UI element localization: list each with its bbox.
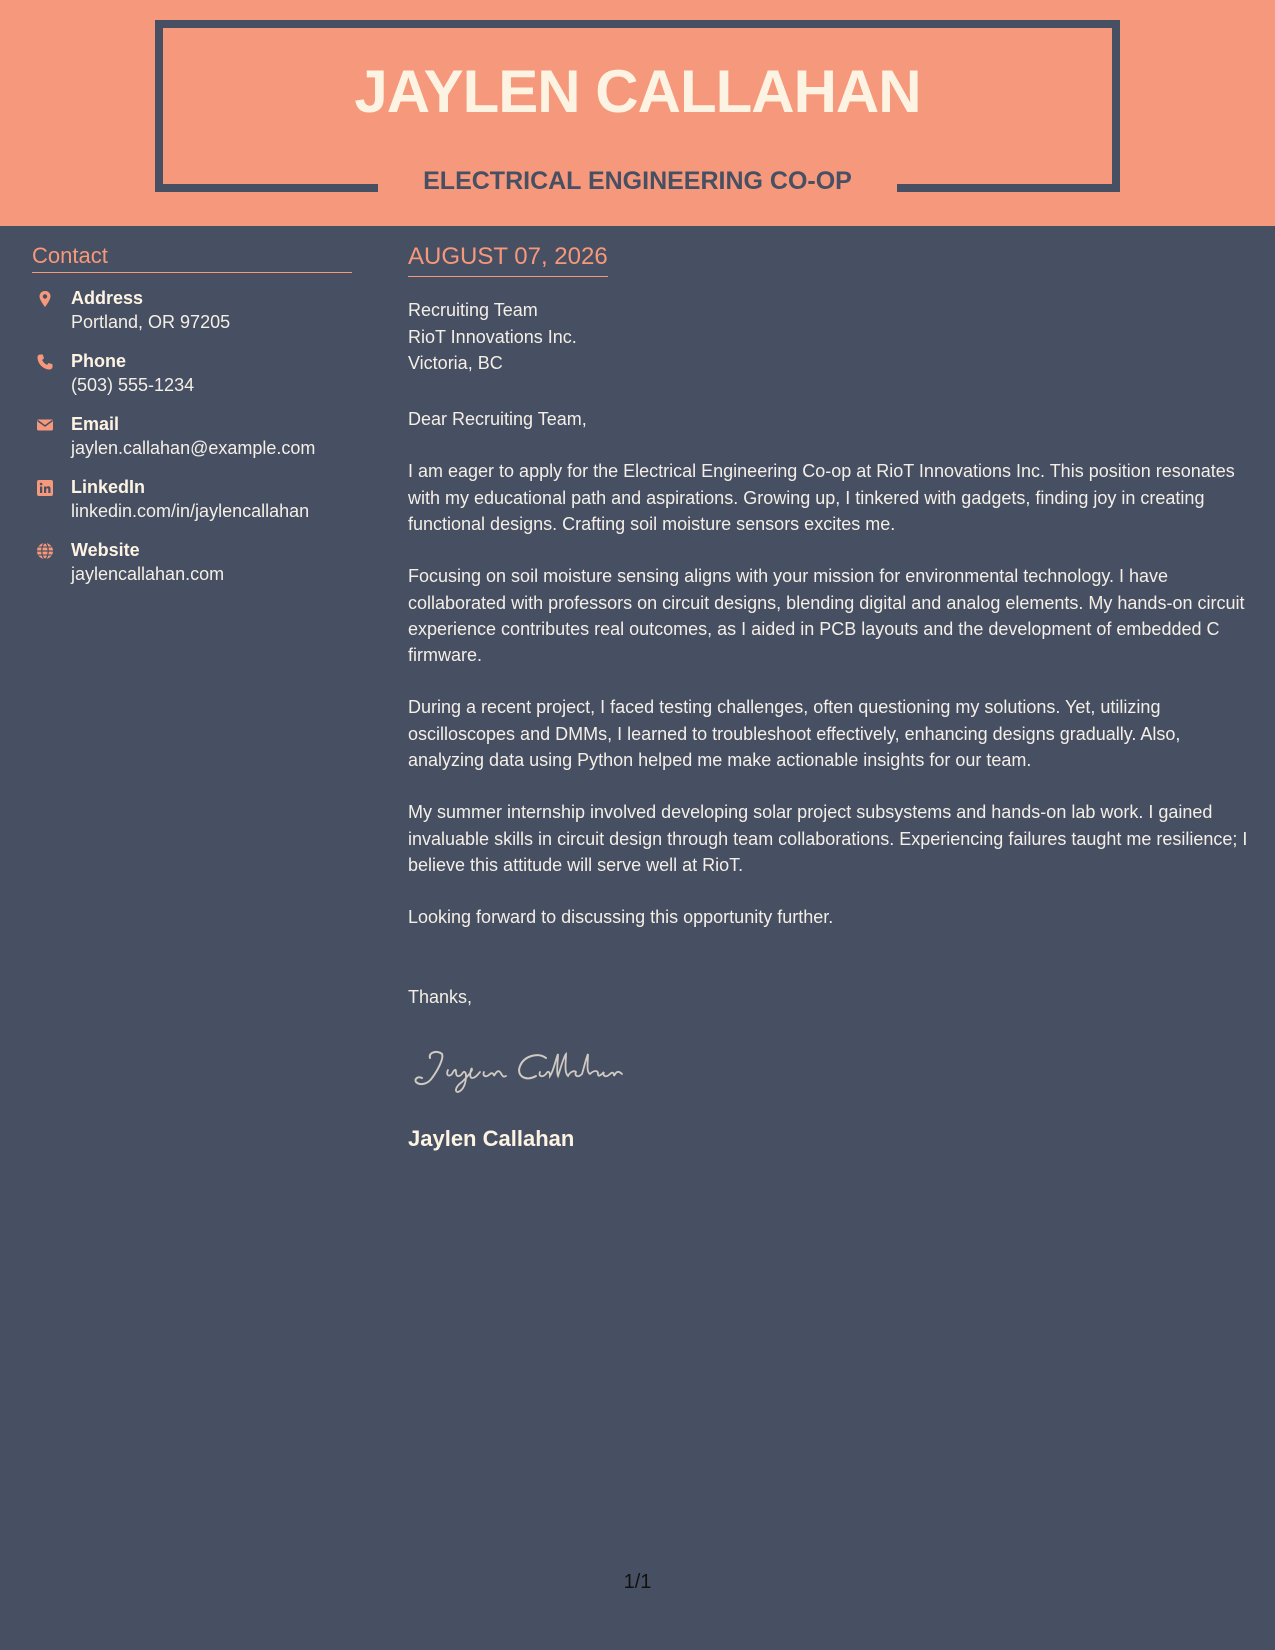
letter-paragraph: During a recent project, I faced testing challenges, often questioning my solutions. Yet, utilizing oscilloscopes and DMMs, I learned to troubleshoot effectively, enhancing designs gradually. Also, analyzing data using Python helped me make actionable insights for our team.	[408, 697, 1181, 771]
globe-icon	[36, 542, 54, 560]
handwritten-signature	[408, 1044, 668, 1096]
closing: Thanks,	[408, 986, 473, 1007]
contact-value: Portland, OR 97205	[71, 312, 231, 333]
contact-item-address	[32, 286, 352, 337]
contact-item-website	[32, 538, 352, 589]
map-pin-icon	[36, 290, 54, 308]
contact-value: (503) 555-1234	[71, 375, 195, 396]
contact-value: linkedin.com/in/jaylencallahan	[71, 501, 310, 522]
contact-label: Website	[71, 540, 140, 561]
contact-heading: Contact	[32, 244, 352, 273]
letter-body	[408, 244, 1253, 1150]
header-banner	[0, 0, 1275, 226]
letter-date: AUGUST 07, 2026	[408, 244, 608, 277]
letter-paragraph: I am eager to apply for the Electrical Engineering Co-op at RioT Innovations Inc. This position resonates with my educational path and aspirations. Growing up, I tinkered with gadgets, finding joy in creating functional designs. Crafting soil moisture sensors excites me.	[408, 461, 1235, 534]
contact-sidebar	[32, 244, 352, 601]
candidate-name: JAYLEN CALLAHAN	[354, 58, 921, 125]
letter-paragraph: My summer internship involved developing solar project subsystems and hands-on lab work. I gained invaluable skills in circuit design through team collaborations. Experiencing failures taught me resilience; I believe this attitude will serve well at RioT.	[408, 802, 1248, 875]
recipient-line: Victoria, BC	[408, 353, 503, 374]
linkedin-icon	[36, 479, 54, 497]
candidate-role: ELECTRICAL ENGINEERING CO-OP	[423, 167, 852, 195]
contact-label: Address	[71, 288, 144, 309]
letter-paragraph: Looking forward to discussing this opportunity further.	[408, 907, 834, 928]
page-number: 1/1	[623, 1571, 652, 1593]
contact-value: jaylen.callahan@example.com	[71, 438, 316, 459]
recipient-line: Recruiting Team	[408, 300, 538, 321]
contact-item-linkedin	[32, 475, 352, 526]
contact-label: LinkedIn	[71, 477, 146, 498]
contact-label: Phone	[71, 351, 127, 372]
letter-paragraph: Focusing on soil moisture sensing aligns with your mission for environmental technology. I have collaborated with professors on circuit designs, blending digital and analog elements. My hands-on circuit experience contributes real outcomes, as I aided in PCB layouts and the development of embedded C firmware.	[408, 566, 1245, 666]
contact-label: Email	[71, 414, 120, 435]
recipient-line: RioT Innovations Inc.	[408, 326, 577, 347]
contact-item-email	[32, 412, 352, 463]
salutation: Dear Recruiting Team,	[408, 408, 587, 429]
header-frame-top	[155, 20, 1120, 28]
contact-list	[32, 286, 352, 589]
contact-item-phone	[32, 349, 352, 400]
recipient-block	[408, 297, 1253, 377]
signer-name: Jaylen Callahan	[408, 1125, 575, 1151]
contact-value: jaylencallahan.com	[71, 564, 225, 585]
envelope-icon	[36, 416, 54, 434]
phone-icon	[36, 353, 54, 371]
